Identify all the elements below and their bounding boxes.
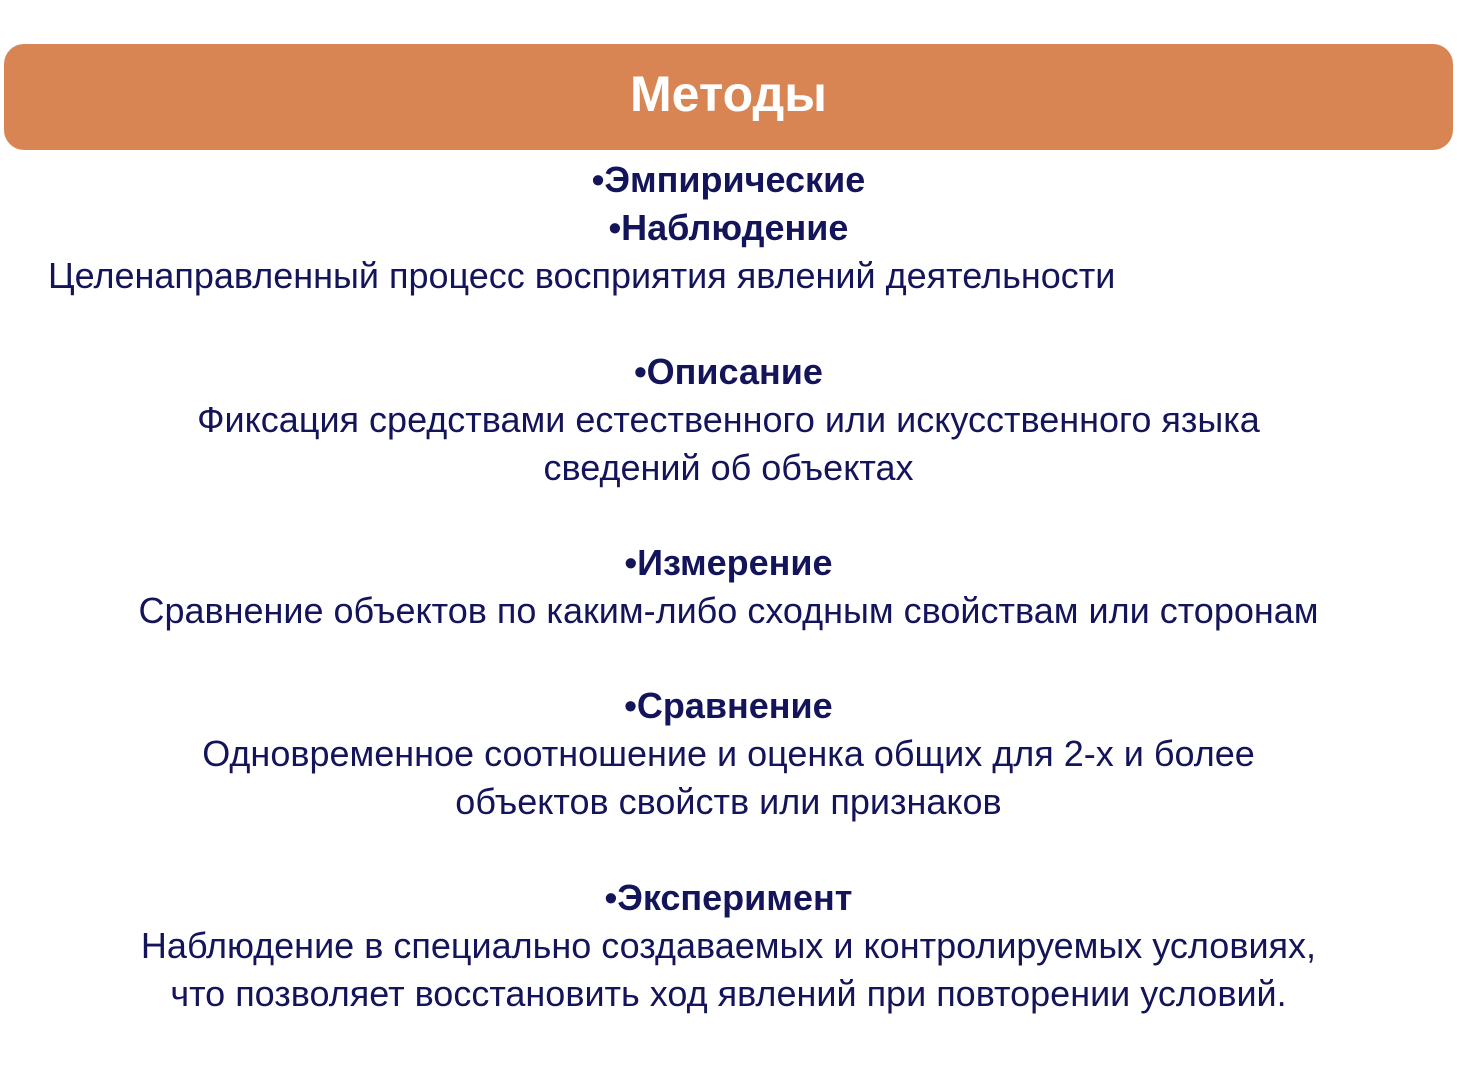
- method-heading-observation: •Наблюдение: [608, 207, 849, 248]
- page-title: Методы: [630, 66, 827, 122]
- method-description-description-line1: Фиксация средствами естественного или искусственного языка: [197, 399, 1260, 440]
- method-description-experiment-line2: что позволяет восстановить ход явлений при повторении условий.: [170, 973, 1287, 1014]
- method-description-observation: Целенаправленный процесс восприятия явлений деятельности: [48, 255, 1116, 296]
- method-description-measurement: Сравнение объектов по каким-либо сходным свойствам или сторонам: [138, 590, 1319, 631]
- method-heading-measurement: •Измерение: [624, 542, 833, 583]
- method-description-description-line2: сведений об объектах: [543, 447, 914, 488]
- method-description-experiment-line1: Наблюдение в специально создаваемых и контролируемых условиях,: [140, 925, 1317, 966]
- method-heading-description: •Описание: [634, 351, 823, 392]
- method-description-comparison-line1: Одновременное соотношение и оценка общих для 2-х и более: [202, 733, 1255, 774]
- method-heading-experiment: •Эксперимент: [604, 877, 853, 918]
- method-description-comparison-line2: объектов свойств или признаков: [455, 781, 1002, 822]
- title-bar: [4, 44, 1453, 150]
- category-heading: •Эмпирические: [591, 159, 866, 200]
- method-heading-comparison: •Сравнение: [624, 685, 833, 726]
